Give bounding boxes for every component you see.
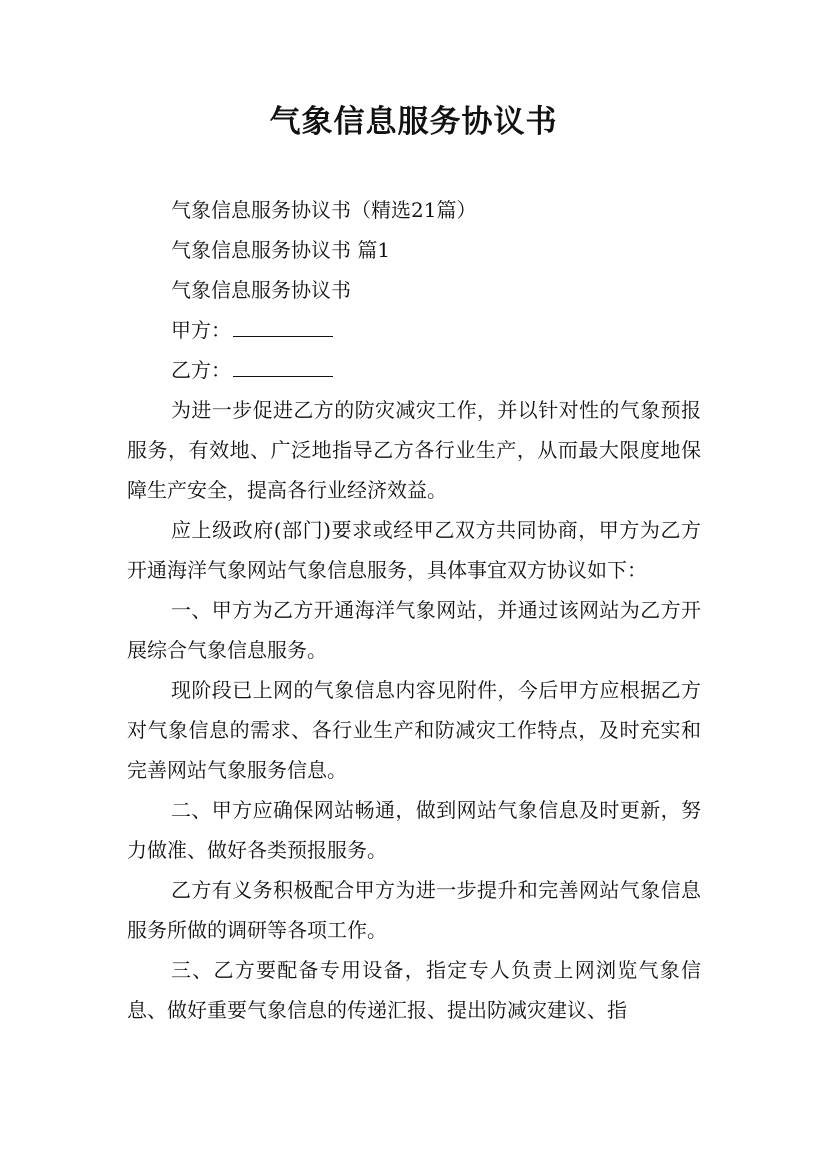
chapter-line: 气象信息服务协议书 篇1 bbox=[171, 238, 391, 262]
paragraph-agreement: 应上级政府(部门)要求或经甲乙双方共同协商，甲方为乙方开通海洋气象网站气象信息服务，具体事宜双方协议如下： bbox=[127, 518, 701, 582]
paragraph-clause-3: 三、乙方要配备专用设备，指定专人负责上网浏览气象信息、做好重要气象信息的传递汇报、提出防减灾建议、指 bbox=[127, 958, 701, 1022]
party-b-line bbox=[127, 350, 701, 390]
paragraph-purpose: 为进一步促进乙方的防灾减灾工作，并以针对性的气象预报服务，有效地、广泛地指导乙方各行业生产，从而最大限度地保障生产安全，提高各行业经济效益。 bbox=[127, 398, 701, 502]
party-a-label: 甲方： bbox=[171, 318, 231, 342]
party-b-label: 乙方： bbox=[171, 358, 231, 382]
paragraph-clause-2-detail: 乙方有义务积极配合甲方为进一步提升和完善网站气象信息服务所做的调研等各项工作。 bbox=[127, 878, 701, 942]
paragraph-clause-1-detail: 现阶段已上网的气象信息内容见附件，今后甲方应根据乙方对气象信息的需求、各行业生产和防减灾工作特点，及时充实和完善网站气象服务信息。 bbox=[127, 678, 701, 782]
party-a-blank bbox=[233, 314, 333, 337]
document-body bbox=[127, 190, 701, 1030]
heading-line: 气象信息服务协议书 bbox=[171, 278, 351, 302]
paragraph-clause-1: 一、甲方为乙方开通海洋气象网站，并通过该网站为乙方开展综合气象信息服务。 bbox=[127, 598, 701, 662]
paragraph-clause-2: 二、甲方应确保网站畅通，做到网站气象信息及时更新，努力做准、做好各类预报服务。 bbox=[127, 798, 701, 862]
party-a-line bbox=[127, 310, 701, 350]
document-title: 气象信息服务协议书 bbox=[269, 104, 558, 140]
party-b-blank bbox=[233, 354, 333, 377]
subtitle-line: 气象信息服务协议书（精选21篇） bbox=[171, 198, 477, 222]
